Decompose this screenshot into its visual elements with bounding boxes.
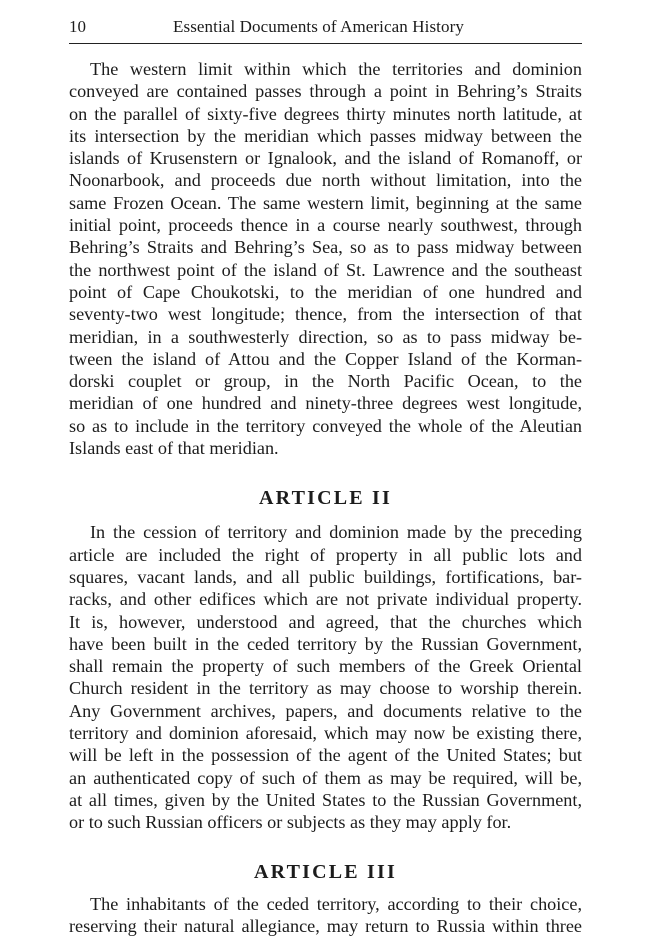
text-line: article are included the right of property in all public lots and [69, 544, 582, 566]
text-line: shall remain the property of such members of the Greek Oriental [69, 655, 582, 677]
text-line: initial point, proceeds thence in a course nearly southwest, through [69, 214, 582, 236]
text-line: Islands east of that meridian. [69, 437, 582, 459]
text-line: It is, however, understood and agreed, that the churches which [69, 611, 582, 633]
text-line: so as to include in the territory conveyed the whole of the Aleutian [69, 415, 582, 437]
running-head [69, 15, 582, 39]
header-rule [69, 43, 582, 44]
text-line: or to such Russian officers or subjects as they may apply for. [69, 811, 582, 833]
text-line: squares, vacant lands, and all public buildings, fortifications, bar- [69, 566, 582, 588]
text-line: tween the island of Attou and the Copper Island of the Korman- [69, 348, 582, 370]
text-line: The western limit within which the territories and dominion [69, 58, 582, 80]
text-line: conveyed are contained passes through a point in Behring’s Straits [69, 80, 582, 102]
text-line: In the cession of territory and dominion made by the preceding [69, 521, 582, 543]
text-line: racks, and other edifices which are not private individual property. [69, 588, 582, 610]
text-line: Church resident in the territory as may choose to worship therein. [69, 677, 582, 699]
article-iii-heading: ARTICLE III [69, 860, 582, 884]
text-line: meridian, in a southwesterly direction, so as to pass midway be- [69, 326, 582, 348]
text-line: territory and dominion aforesaid, which may now be existing there, [69, 722, 582, 744]
text-line: an authenticated copy of such of them as may be required, will be, [69, 767, 582, 789]
text-line: at all times, given by the United States to the Russian Government, [69, 789, 582, 811]
paragraph-article-i-western-limit [69, 58, 582, 459]
text-line: seventy-two west longitude; thence, from the intersection of that [69, 303, 582, 325]
text-line: The inhabitants of the ceded territory, according to their choice, [69, 893, 582, 915]
page-number: 10 [69, 15, 86, 39]
text-line: reserving their natural allegiance, may return to Russia within three [69, 915, 582, 937]
text-line: its intersection by the meridian which passes midway between the [69, 125, 582, 147]
text-line: meridian of one hundred and ninety-three degrees west longitude, [69, 392, 582, 414]
text-line: will be left in the possession of the agent of the United States; but [69, 744, 582, 766]
book-title: Essential Documents of American History [173, 15, 464, 39]
text-line: Any Government archives, papers, and documents relative to the [69, 700, 582, 722]
text-line: Noonarbook, and proceeds due north without limitation, into the [69, 169, 582, 191]
article-ii-heading: ARTICLE II [69, 486, 582, 510]
text-line: have been built in the ceded territory by the Russian Government, [69, 633, 582, 655]
page-body [69, 58, 582, 937]
paragraph-article-ii [69, 521, 582, 833]
text-line: the northwest point of the island of St. Lawrence and the southeast [69, 259, 582, 281]
text-line: dorski couplet or group, in the North Pacific Ocean, to the [69, 370, 582, 392]
text-line: islands of Krusenstern or Ignalook, and the island of Romanoff, or [69, 147, 582, 169]
text-line: Behring’s Straits and Behring’s Sea, so as to pass midway between [69, 236, 582, 258]
paragraph-article-iii [69, 893, 582, 937]
text-line: on the parallel of sixty-five degrees thirty minutes north latitude, at [69, 103, 582, 125]
text-line: point of Cape Choukotski, to the meridian of one hundred and [69, 281, 582, 303]
text-line: same Frozen Ocean. The same western limit, beginning at the same [69, 192, 582, 214]
